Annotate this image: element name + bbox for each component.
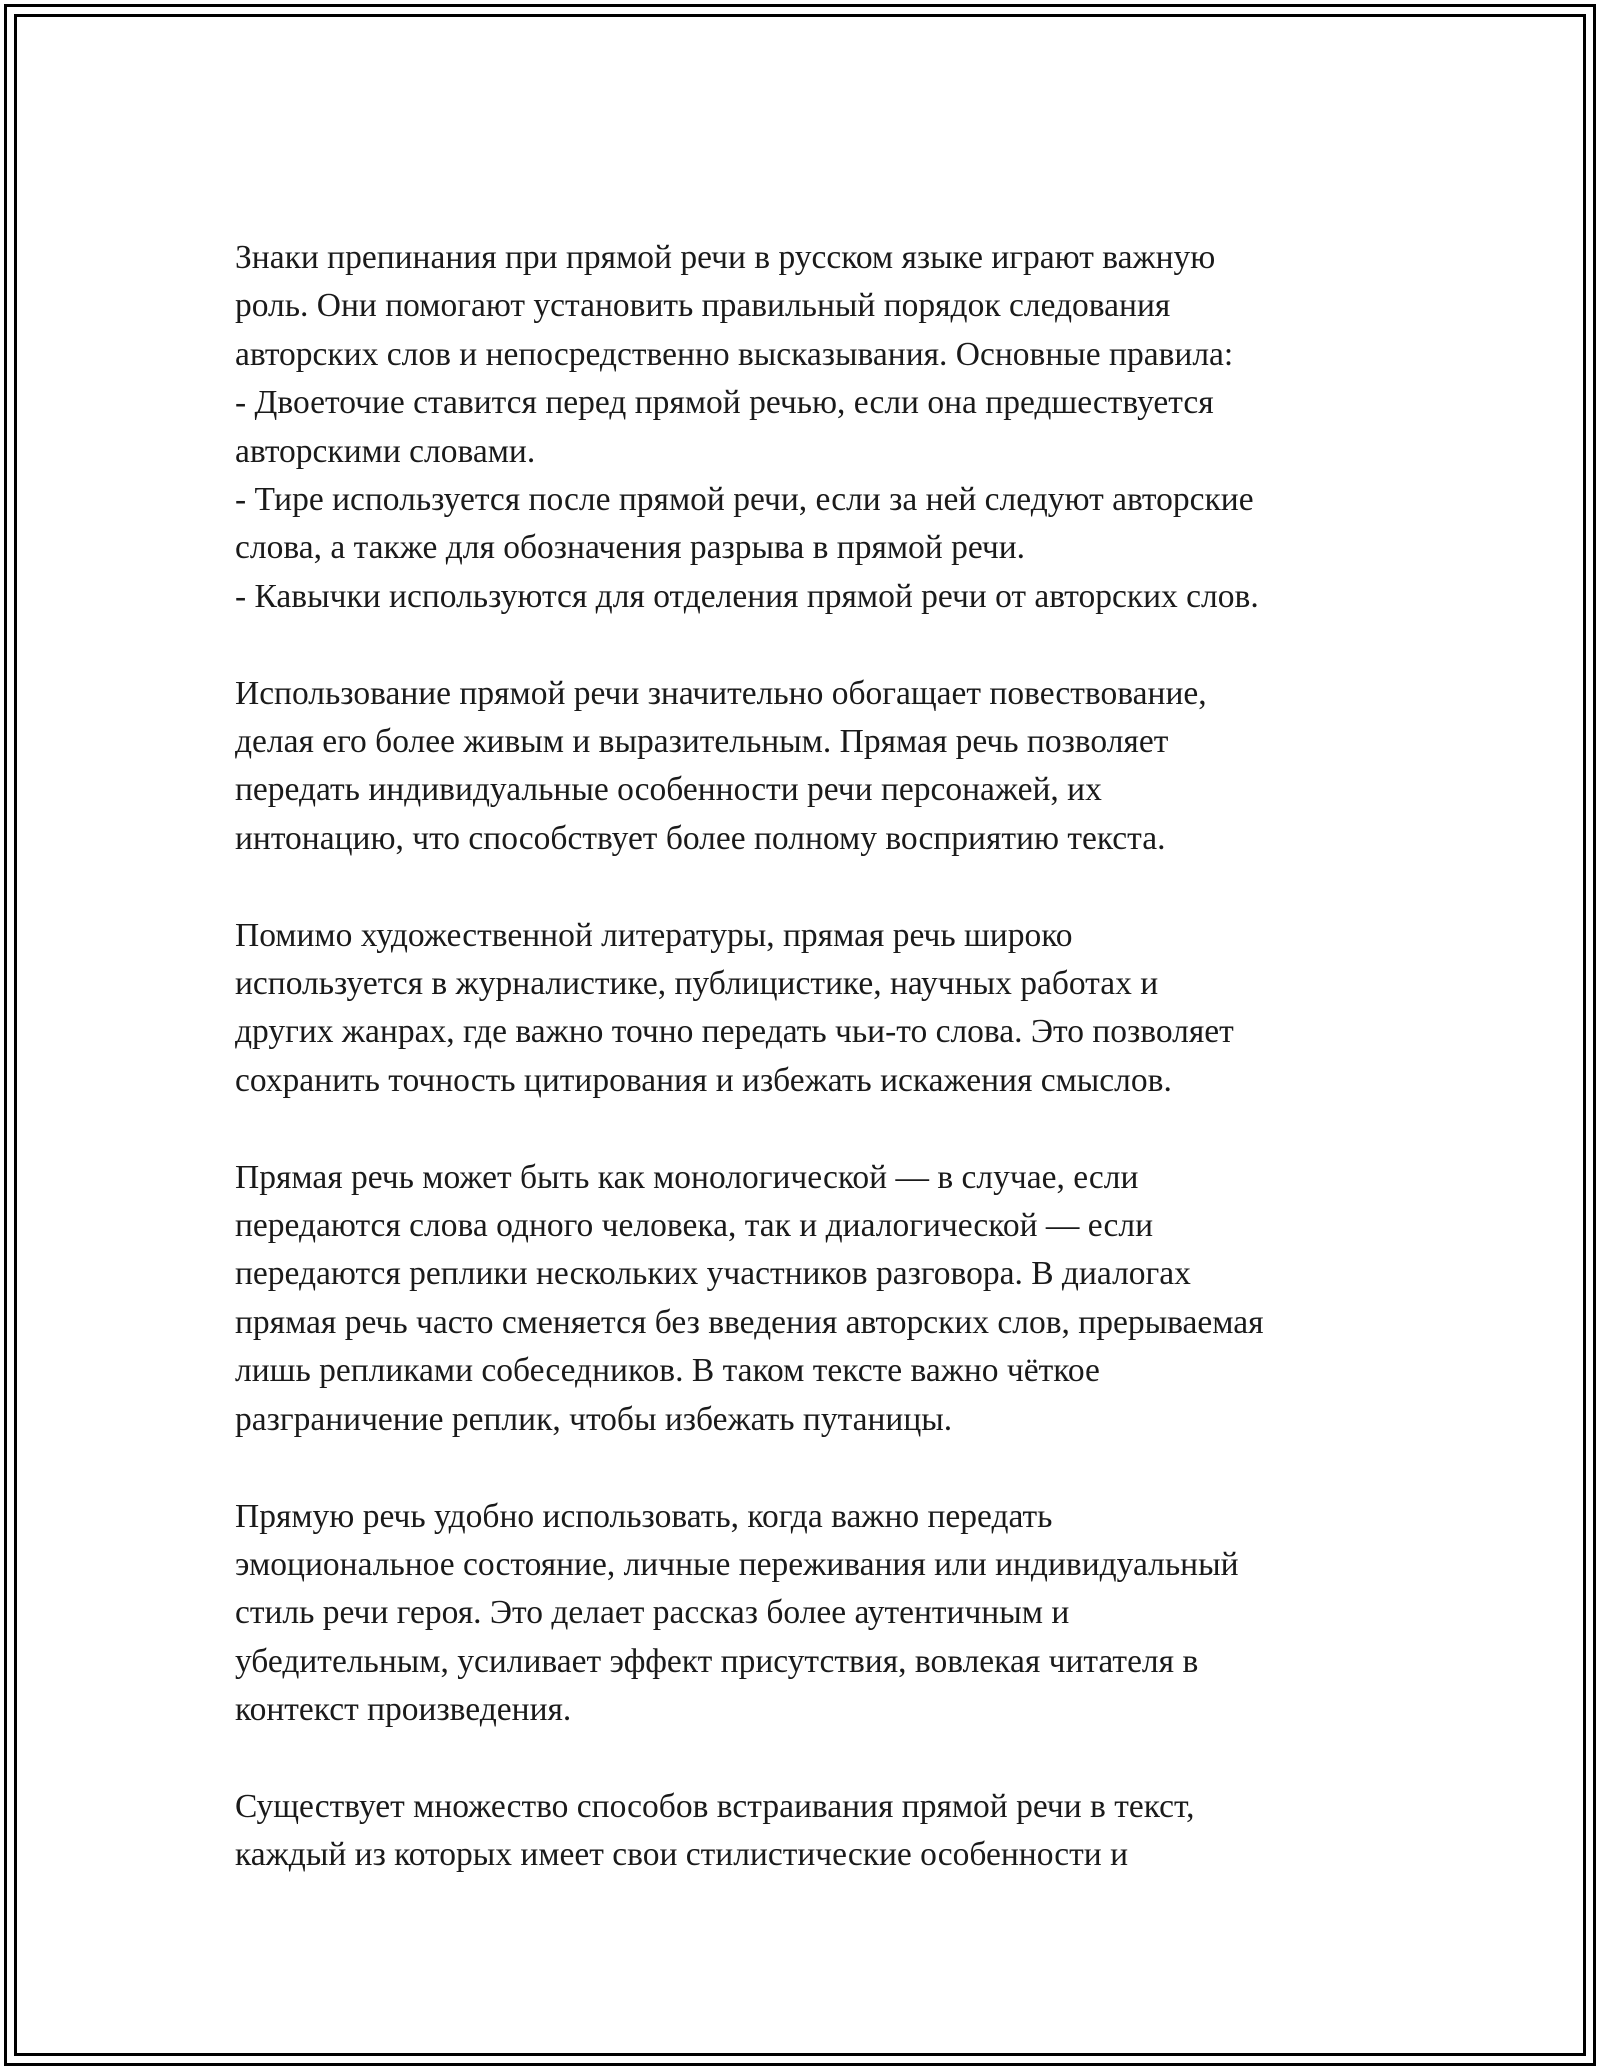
- text-line: Использование прямой речи значительно обогащает повествование,: [235, 674, 1207, 712]
- paragraph-gap: [235, 863, 1395, 911]
- text-line: Прямую речь удобно использовать, когда важно передать: [235, 1497, 1053, 1535]
- text-line: Знаки препинания при прямой речи в русском языке играют важную: [235, 239, 1216, 276]
- text-line: убедительным, усиливает эффект присутствия, вовлекая читателя в: [235, 1642, 1199, 1680]
- text-line: прямая речь часто сменяется без введения авторских слов, прерываемая: [235, 1303, 1264, 1341]
- paragraph-1: [235, 234, 1395, 621]
- text-line: Прямая речь может быть как монологической — в случае, если: [235, 1158, 1139, 1196]
- text-line: авторскими словами.: [235, 432, 536, 470]
- text-line: других жанрах, где важно точно передать чьи-то слова. Это позволяет: [235, 1013, 1234, 1051]
- text-line: стиль речи героя. Это делает рассказ более аутентичным и: [235, 1594, 1070, 1632]
- text-line: контекст произведения.: [235, 1691, 572, 1729]
- paragraph-4: [235, 1154, 1395, 1444]
- text-line: используется в журналистике, публицистике, научных работах и: [235, 965, 1159, 1003]
- text-line: Существует множество способов встраивания прямой речи в текст,: [235, 1787, 1195, 1825]
- text-line: лишь репликами собеседников. В таком тексте важно чёткое: [235, 1352, 1100, 1390]
- text-line: - Кавычки используются для отделения прямой речи от авторских слов.: [235, 577, 1259, 615]
- paragraph-3: [235, 912, 1395, 1106]
- paragraph-5: [235, 1493, 1395, 1735]
- text-line: слова, а также для обозначения разрыва в прямой речи.: [235, 529, 1026, 567]
- text-line: авторских слов и непосредственно высказывания. Основные правила:: [235, 335, 1234, 373]
- paragraph-gap: [235, 1105, 1395, 1153]
- text-line: интонацию, что способствует более полному восприятию текста.: [235, 819, 1166, 857]
- text-line: эмоциональное состояние, личные переживания или индивидуальный: [235, 1545, 1239, 1583]
- text-line: передаются реплики нескольких участников разговора. В диалогах: [235, 1255, 1191, 1293]
- paragraph-gap: [235, 1735, 1395, 1783]
- text-line: Помимо художественной литературы, прямая речь широко: [235, 916, 1073, 954]
- text-line: передаются слова одного человека, так и диалогической — если: [235, 1207, 1154, 1245]
- paragraph-gap: [235, 621, 1395, 669]
- text-line: - Тире используется после прямой речи, если за ней следуют авторские: [235, 481, 1254, 519]
- paragraph-2: [235, 670, 1395, 864]
- text-line: делая его более живым и выразительным. Прямая речь позволяет: [235, 723, 1169, 761]
- document-body: [235, 234, 1395, 1880]
- text-line: сохранить точность цитирования и избежать искажения смыслов.: [235, 1061, 1172, 1099]
- text-line: - Двоеточие ставится перед прямой речью, если она предшествуется: [235, 384, 1214, 422]
- text-line: разграничение реплик, чтобы избежать путаницы.: [235, 1400, 953, 1438]
- text-line: роль. Они помогают установить правильный порядок следования: [235, 287, 1171, 325]
- paragraph-gap: [235, 1444, 1395, 1492]
- text-line: передать индивидуальные особенности речи персонажей, их: [235, 771, 1102, 809]
- text-line: каждый из которых имеет свои стилистические особенности и: [235, 1836, 1129, 1874]
- paragraph-6: [235, 1783, 1395, 1880]
